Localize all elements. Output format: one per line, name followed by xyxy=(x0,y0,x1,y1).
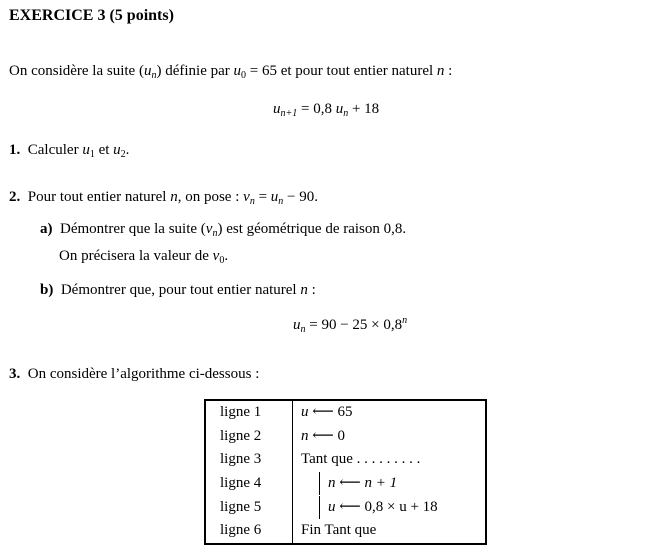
u0-sub: 0 xyxy=(241,70,247,81)
algo-row xyxy=(205,400,486,425)
algo-row xyxy=(205,448,486,472)
q2a-v-sub: n xyxy=(212,228,218,239)
q2a-text2: ) est géométrique de raison 0,8. xyxy=(217,221,407,237)
q1-end: . xyxy=(125,142,130,158)
recurrence-formula xyxy=(273,101,379,118)
q2-u: u xyxy=(270,189,279,205)
q2b-end: : xyxy=(307,282,316,298)
q2a-end: . xyxy=(224,248,229,264)
q2b-text1: Démontrer que, pour tout entier naturel xyxy=(60,282,301,298)
q2b-label: b) xyxy=(40,282,54,298)
loop-body-bar xyxy=(319,472,397,495)
rec-lhs-sub: n+1 xyxy=(280,108,298,119)
q2a-v0: v xyxy=(212,248,220,264)
q1-u2: u xyxy=(113,142,121,158)
q1-sub2: 2 xyxy=(120,149,126,160)
q2a-v0-sub: 0 xyxy=(219,255,225,266)
q1-u1: u xyxy=(82,142,90,158)
algo-instruction: Tant que . . . . . . . . . xyxy=(301,451,421,468)
algo-value: 0 xyxy=(337,427,346,444)
algo-var: u xyxy=(301,404,309,421)
seq-n: n xyxy=(151,70,157,81)
q2-text1: Pour tout entier naturel xyxy=(27,189,171,205)
algo-line-label: ligne 6 xyxy=(205,519,293,544)
algo-var: n xyxy=(301,427,309,444)
seq-u: u xyxy=(143,63,152,79)
q2a-line2: On précisera la valeur de xyxy=(59,248,213,264)
cf-eq: = 90 − 25 × 0,8 xyxy=(305,317,403,333)
algo-line-label: ligne 3 xyxy=(205,448,293,472)
intro-n: n xyxy=(436,63,445,79)
closed-form-formula xyxy=(293,317,407,334)
algo-var: u xyxy=(328,498,336,515)
algo-instruction: Fin Tant que xyxy=(301,522,377,539)
algo-line-label: ligne 5 xyxy=(205,495,293,519)
cf-sup: n xyxy=(402,315,408,326)
assign-arrow: ⟵ xyxy=(335,475,365,492)
assign-arrow: ⟵ xyxy=(308,427,338,444)
cf-u: u xyxy=(293,317,301,333)
intro-mid: ) définie par xyxy=(156,63,234,79)
q2-n: n xyxy=(170,189,178,205)
q3-text: On considère l’algorithme ci-dessous : xyxy=(27,366,260,382)
q1-text2: et xyxy=(94,142,114,158)
q2a-text1: Démontrer que la suite ( xyxy=(60,221,206,237)
question-2a-line2 xyxy=(59,248,228,265)
intro-line xyxy=(9,63,452,80)
q1-number: 1. xyxy=(9,142,21,158)
algo-line-label: ligne 2 xyxy=(205,425,293,449)
algo-value: n + 1 xyxy=(364,475,398,492)
intro-eq: = 65 et pour tout entier naturel xyxy=(246,63,437,79)
assign-arrow: ⟵ xyxy=(335,498,365,515)
algo-row xyxy=(205,495,486,519)
algo-row xyxy=(205,472,486,496)
rec-rhs-sub: n xyxy=(343,108,349,119)
intro-prefix: On considère la suite ( xyxy=(9,63,144,79)
intro-suffix: : xyxy=(444,63,453,79)
question-3 xyxy=(9,366,259,383)
q2-u-sub: n xyxy=(278,196,284,207)
q2-v: v xyxy=(243,189,250,205)
algorithm-table xyxy=(204,399,487,545)
rec-u-rhs: u xyxy=(335,101,344,117)
u0: u xyxy=(233,63,242,79)
rec-rhs: = 0,8 xyxy=(297,101,336,117)
algo-value: 65 xyxy=(337,404,353,421)
q2-v-sub: n xyxy=(249,196,255,207)
exercise-title: EXERCICE 3 (5 points) xyxy=(9,7,174,24)
q2-text2: , on pose : xyxy=(177,189,244,205)
q1-sub1: 1 xyxy=(89,149,95,160)
q2-eq: = xyxy=(254,189,271,205)
algo-row xyxy=(205,519,486,544)
algo-line-label: ligne 1 xyxy=(205,400,293,425)
rec-u-lhs: u xyxy=(273,101,281,117)
q2b-n: n xyxy=(300,282,308,298)
algo-var: n xyxy=(328,475,336,492)
algo-instruction xyxy=(293,472,487,496)
q2-number: 2. xyxy=(9,189,21,205)
q2a-v: v xyxy=(205,221,213,237)
question-1 xyxy=(9,142,129,159)
loop-body-bar xyxy=(319,496,438,519)
q1-text1: Calculer xyxy=(27,142,83,158)
algo-row xyxy=(205,425,486,449)
algo-instruction xyxy=(293,400,487,425)
q2-end: − 90. xyxy=(283,189,318,205)
question-2b xyxy=(40,282,316,299)
q3-number: 3. xyxy=(9,366,21,382)
algo-value: 0,8 × u + 18 xyxy=(364,498,438,515)
question-2a xyxy=(40,221,406,238)
q2a-label: a) xyxy=(40,221,53,237)
algo-instruction xyxy=(293,495,487,519)
rec-rhs-end: + 18 xyxy=(348,101,380,117)
algo-instruction xyxy=(293,425,487,449)
cf-u-sub: n xyxy=(300,324,306,335)
question-2 xyxy=(9,189,318,206)
algo-line-label: ligne 4 xyxy=(205,472,293,496)
assign-arrow: ⟵ xyxy=(308,404,338,421)
